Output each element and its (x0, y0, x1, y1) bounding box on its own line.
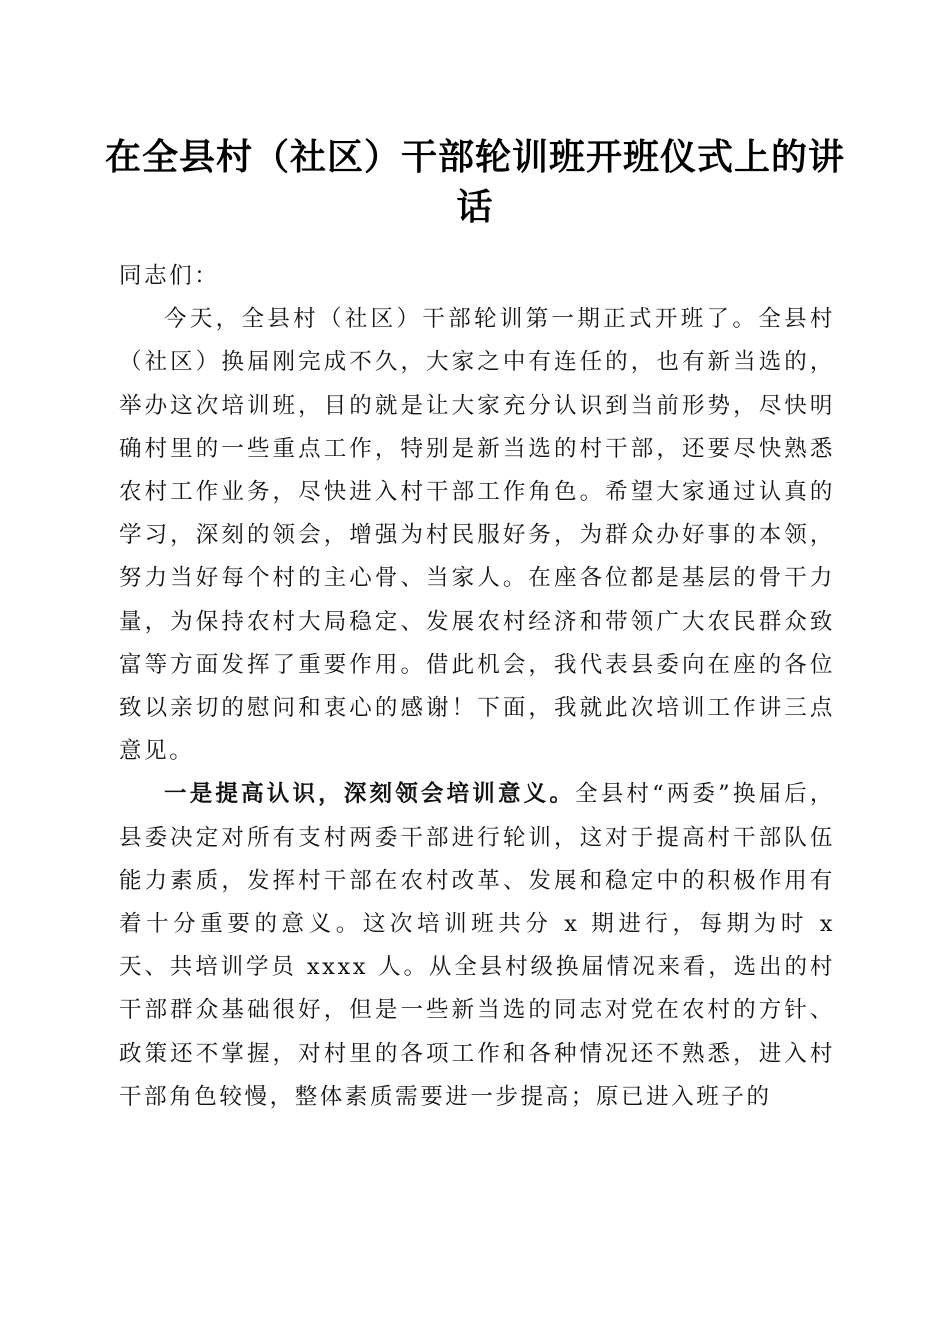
paragraph-point-one-text: 全县村“两委”换届后，县委决定对所有支村两委干部进行轮训，这对于提高村干部队伍能力素质，发挥村干部在农村改革、发展和稳定中的积极作用有着十分重要的意义。这次培训班共分 x 期进行，每期为时 x 天、共培训学员 xxxx 人。从全县村级换届情况来看，选出的村干部群众基础很好，但是一些新当选的同志对党在农村的方针、政策还不掌握，对村里的各项工作和各种情况还不熟悉，进入村干部角色较慢，整体素质需要进一步提高；原已进入班子的 (119, 781, 835, 1110)
document-title: 在全县村（社区）干部轮训班开班仪式上的讲话 (104, 136, 845, 228)
paragraph-intro-text: 今天，全县村（社区）干部轮训第一期正式开班了。全县村（社区）换届刚完成不久，大家之中有连任的，也有新当选的，举办这次培训班，目的就是让大家充分认识到当前形势，尽快明确村里的一些重点工作，特别是新当选的村干部，还要尽快熟悉农村工作业务，尽快进入村干部工作角色。希望大家通过认真的学习，深刻的领会，增强为村民服好务，为群众办好事的本领，努力当好每个村的主心骨、当家人。在座各位都是基层的骨干力量，为保持农村大局稳定、发展农村经济和带领广大农民群众致富等方面发挥了重要作用。借此机会，我代表县委向在座的各位致以亲切的慰问和衷心的感谢！下面，我就此次培训工作讲三点意见。 (119, 306, 835, 765)
paragraph-intro (119, 298, 835, 773)
paragraph-point-one-heading: 一是提高认识，深刻领会培训意义。 (164, 781, 576, 808)
paragraph-point-one (119, 773, 835, 1119)
salutation: 同志们： (119, 263, 220, 289)
document-body (119, 255, 835, 1119)
